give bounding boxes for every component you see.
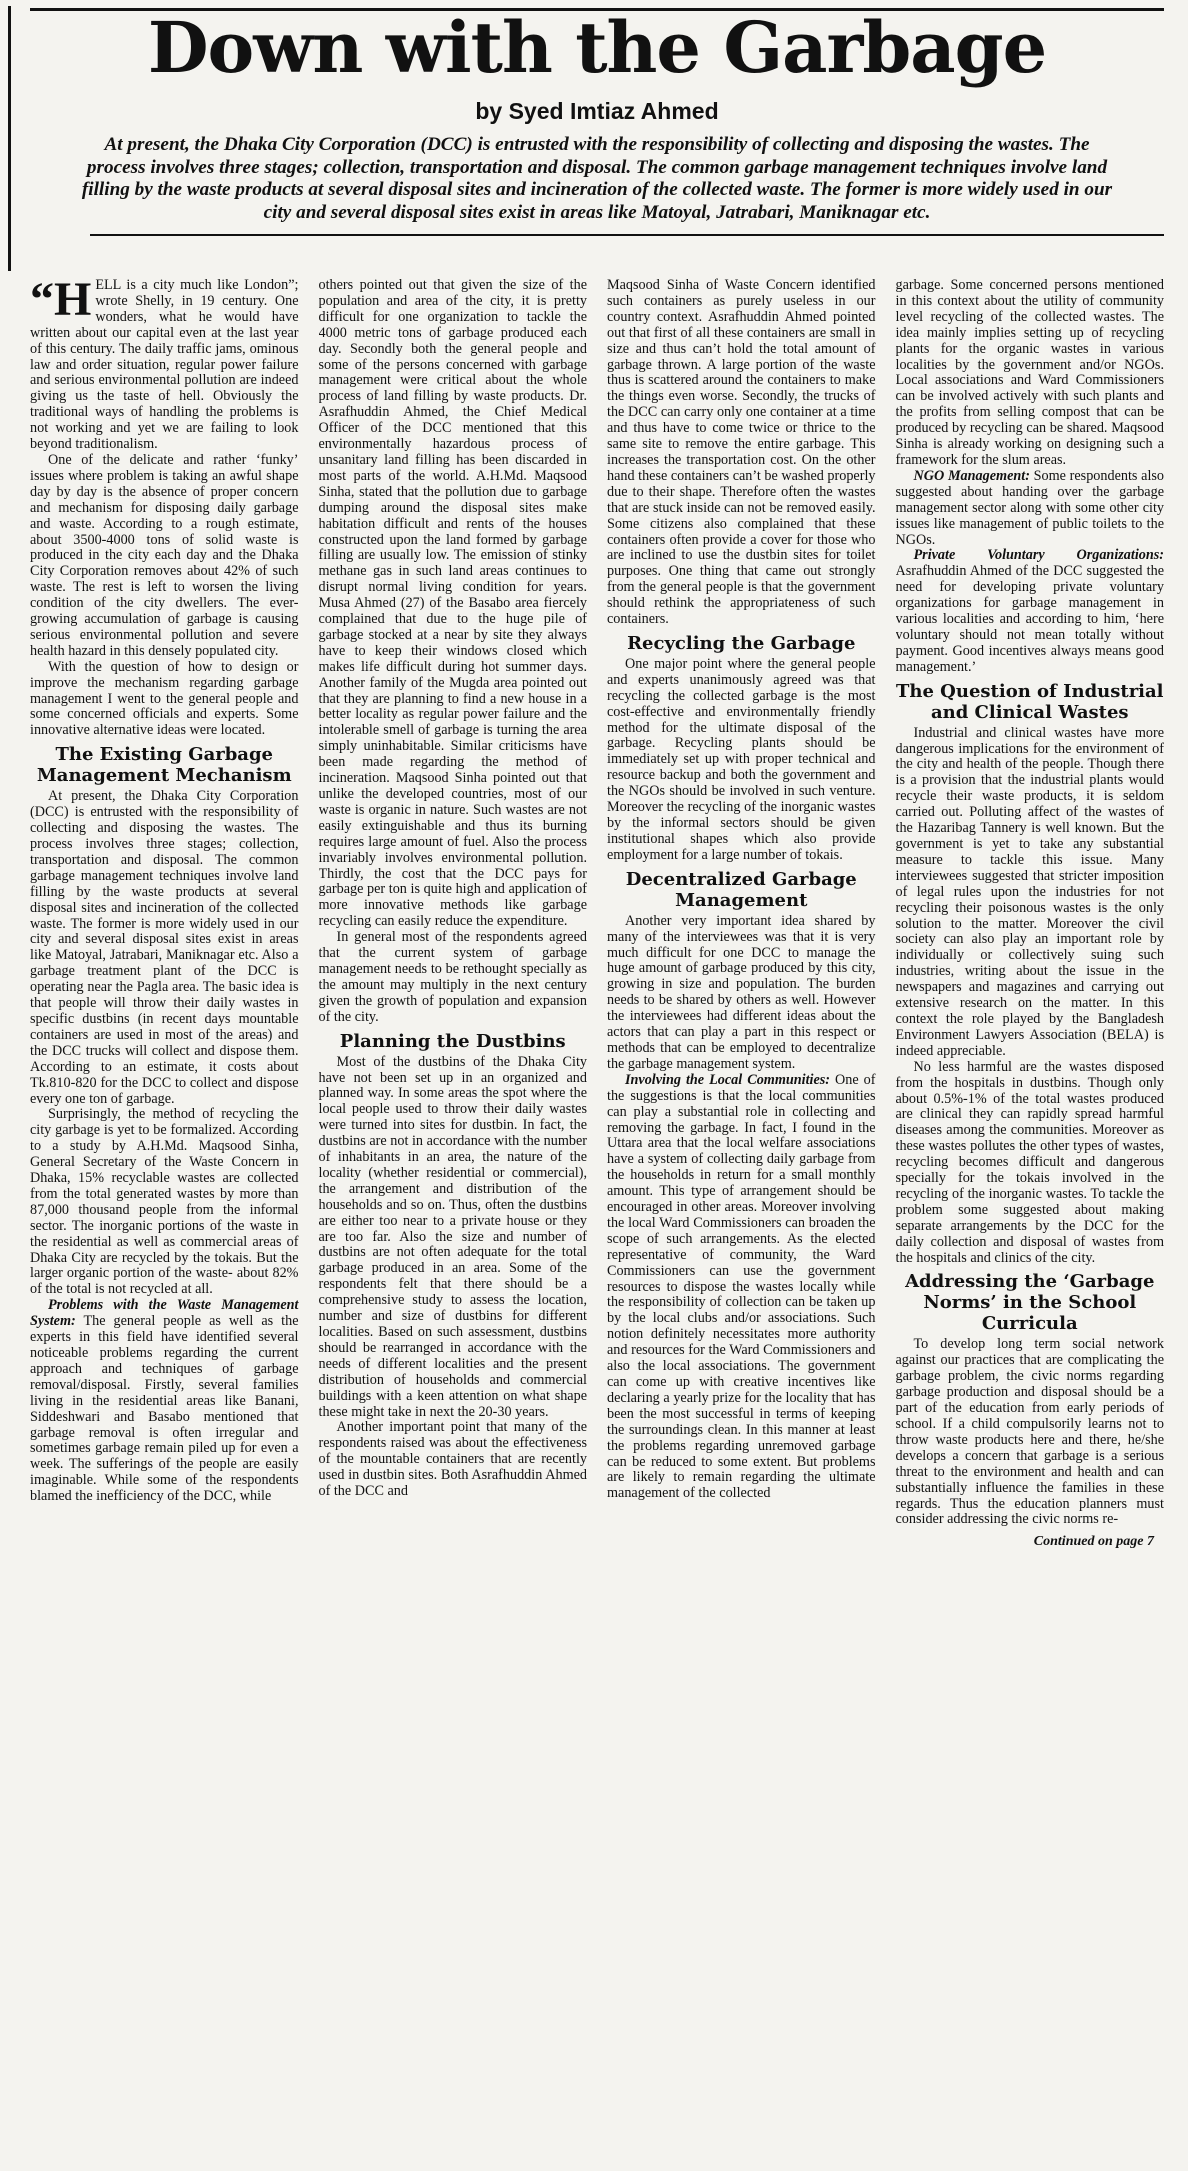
run-in-text: One of the suggestions is that the local communities can play a substantial role in collecting and removing the garbage. In fact, I found in the Uttara area that the local welfare associations have a system of collecting daily garbage from the households in return for a small monthly amount. This type of arrangement should be encouraged in other areas. Moreover involving the local Ward Commissioners can broaden the scope of such arrangements. As the elected representative of community, the Ward Commissioners can use the government resources to dispose the wastes locally while the responsibility of collection can be taken up by the local clubs and/or associations. Such notion definitely necessitates more authority and resources for the Ward Commissioners and also the local associations. The government can come up with creative incentives like declaring a yearly prize for the locality that has been the most successful in terms of keeping the surroundings clean. In this manner at least the problems regarding unremoved garbage can be reduced to some extent. But problems are likely to remain regarding the ultimate management of the collected xyxy=(607,1071,876,1502)
body-paragraph: Maqsood Sinha of Waste Concern identified such containers as purely useless in our country context. Asrafhuddin Ahmed pointed out that first of all these containers are small in size and thus can’t hold the total amount of garbage thrown. A large portion of the waste thus is scattered around the containers to make the things even worse. Secondly, the trucks of the DCC can carry only one container at a time and thus have to come twice or thrice to the same site to remove the entire garbage. This increases the transportation cost. On the other hand these containers can’t be washed properly due to their shape. Therefore often the wastes that are stuck inside can not be removed easily. Some citizens also complained that these containers often provide a cover for those who are inclined to use the dustbin sites for toilet purposes. One thing that came out strongly from the general people is that the government should rethink the appropriateness of such containers. xyxy=(607,278,876,628)
body-paragraph: With the question of how to design or improve the mechanism regarding garbage management I went to the general people and some concerned officials and experts. Some innovative alternative ideas were located. xyxy=(30,658,299,739)
body-paragraph: Industrial and clinical wastes have more dangerous implications for the environment of the city and health of the people. Though there is a provision that the industrial plants would recycle their waste products, it is seldom carried out. Polluting affect of the wastes of the Hazaribag Tannery is well known. But the government is yet to take any substantial measure to tackle this issue. Many interviewees suggested that stricter imposition of legal rules upon the industries for not recycling their poisonous wastes is the only solution to the matter. Moreover the civil society can also play an important role by individually or collectively suing such industries, writing about the issue in the newspapers and magazines and carrying out extensive research on the matter. In this context the role played by the Bangladesh Environment Lawyers Association (BELA) is indeed appreciable. xyxy=(895,724,1164,1059)
newspaper-page xyxy=(0,6,1188,2171)
body-paragraph: In general most of the respondents agreed that the current system of garbage management needs to be rethought specially as the amount may multiply in the next century given the growth of population and expansion of the city. xyxy=(318,929,587,1025)
left-margin-rule xyxy=(8,6,11,271)
body-paragraph: No less harmful are the wastes disposed from the hospitals in dustbins. Though only about 0.5%-1% of the total wastes produced are clinical they can rapidly spread harmful diseases among the communities. Moreover as these wastes pollutes the other types of wastes, recycling becomes difficult and dangerous specially for the tokais involved in the recycling of the inorganic wastes. To tackle the problem some suggested about making separate arrangements by the DCC for the daily collection and disposal of wastes from the hospitals and clinics of the city. xyxy=(895,1058,1164,1266)
body-paragraph xyxy=(896,469,1165,549)
run-in-text: Some respondents also suggested about handing over the garbage management sector along with some other city issues like management of public toilets to the NGOs. xyxy=(895,467,1164,548)
section-heading: Recycling the Garbage xyxy=(627,632,856,654)
article-columns xyxy=(30,278,1164,2163)
section-heading: Decentralized Garbage Management xyxy=(625,868,857,911)
run-in-text: The general people as well as the experts in this field have identified several noticeable problems regarding the current approach and techniques of garbage removal/disposal. Firstly, several families living in the residential areas like Banani, Siddeshwari and Basabo mentioned that garbage removal is often irregular and sometimes garbage remain piled up for even a week. The sufferings of the people are easily imaginable. While some of the respondents blamed the inefficiency of the DCC, while xyxy=(30,1313,299,1505)
standfirst: At present, the Dhaka City Corporation (DCC) is entrusted with the responsibility of collecting and disposing the wastes. The process involves three stages; collection, transportation and disposal. The common garbage management techniques involve land filling by the waste products at several disposal sites and incineration of the collected waste. The former is more widely used in our city and several disposal sites exist in areas like Matoyal, Jatrabari, Maniknagar etc. xyxy=(81,134,1113,223)
column-2 xyxy=(319,278,588,2163)
body-paragraph xyxy=(30,1298,299,1505)
top-rule xyxy=(30,8,1164,11)
section-heading: Planning the Dustbins xyxy=(339,1030,566,1052)
headline: Down with the Garbage xyxy=(147,6,1047,89)
section-heading: The Existing Garbage Management Mechanism xyxy=(36,744,292,787)
body-paragraph: One major point where the general people and experts unanimously agreed was that recycling the collected garbage is the most cost-effective and environmentally friendly method for the ultimate disposal of the garbage. Recycling plants should be immediately set up with proper technical and resource backup and both the government and the NGOs should be involved in such venture. Moreover the recycling of the inorganic wastes by the informal sectors should be given institutional shapes which also provide employment for a large number of tokais. xyxy=(607,655,876,863)
byline: by Syed Imtiaz Ahmed xyxy=(475,98,719,124)
body-paragraph: One of the delicate and rather ‘funky’ issues where problem is taking an awful shape day by day is the absence of proper concern and mechanism for disposing daily garbage and waste. According to a rough estimate, about 3500-4000 tons of solid waste is produced in the city each day and the Dhaka City Corporation removes about 42% of such waste. The rest is left to worsen the living condition of the city dwellers. The ever-growing accumulation of garbage is causing serious environmental pollution and severe health hazard in this densely populated city. xyxy=(30,451,299,659)
body-paragraph: garbage. Some concerned persons mentioned in this context about the utility of community level recycling of the collected wastes. The idea mainly implies setting up of recycling plants for the organic wastes in various localities by the government and/or NGOs. Local associations and Ward Commissioners can be involved actively with such plants and the profits from selling compost that can be produced by recycling can be shared. Maqsood Sinha is already working on designing such a framework for the slum areas. xyxy=(895,278,1164,468)
run-in-heading: Problems with the Waste Management System: xyxy=(30,1297,299,1330)
continued-line: Continued on page 7 xyxy=(1033,1534,1154,1550)
opening-paragraph xyxy=(30,278,299,453)
opening-text: ELL is a city much like London”; wrote Shelly, in 19 century. One wonders, what he would have written about our capital even at the last year of this century. The daily traffic jams, ominous law and order situation, regular power failure and serious environmental pollution are indeed giving us the taste of hell. Obviously the traditional ways of handling the problems is not working and yet we are failing to look beyond traditionalism. xyxy=(30,278,299,453)
body-paragraph xyxy=(896,548,1165,675)
run-in-heading: NGO Management: xyxy=(913,467,1030,484)
body-paragraph: At present, the Dhaka City Corporation (DCC) is entrusted with the responsibility of collecting and disposing the wastes. The process involves three stages; collection, transportation and disposal. The common garbage management techniques involve land filling by the waste products at several disposal sites and incineration of the collected waste. The former is more widely used in our city and several disposal sites exist in areas like Matoyal, Jatrabari, Maniknagar etc. Also a garbage treatment plant of the DCC is operating near the Pagla area. The basic idea is that people will throw their daily wastes in specific dustbins (in recent days mountable containers are used in most of the areas) and the DCC trucks will collect and dispose them. According to an estimate, it costs about Tk.810-820 for the DCC to collect and dispose every one ton of garbage. xyxy=(30,788,299,1107)
standfirst-rule xyxy=(90,234,1164,236)
body-paragraph xyxy=(607,1073,876,1502)
body-paragraph: Most of the dustbins of the Dhaka City have not been set up in an organized and planned way. In some areas the spot where the local people used to throw their daily wastes were turned into sites for dustbin. In fact, the dustbins are not in accordance with the number of inhabitants in an area, the nature of the locality (whether residential or commercial), the arrangement and distribution of the households and so on. Thus, often the dustbins are either too near to a private house or they are too far. Also the size and number of dustbins are not often adequate for the total garbage produced in an area. Some of the respondents felt that there should be a comprehensive study to assess the location, number and size of dustbins for different localities. Based on such assessment, dustbins should be rearranged in accordance with the needs of different localities and the present distribution of households and commercial buildings with a keen attention on what shape these might take in next the 20-30 years. xyxy=(318,1053,587,1420)
body-paragraph: Surprisingly, the method of recycling the city garbage is yet to be formalized. According to a study by A.H.Md. Maqsood Sinha, General Secretary of the Waste Concern in Dhaka, 15% recyclable wastes are collected from the total generated wastes by more than 87,000 thousand people from the informal sector. The inorganic portions of the waste in the residential as well as commercial areas of Dhaka City are recycled by the tokais. But the larger organic portion of the waste- about 82% of the total is not recycled at all. xyxy=(30,1106,299,1298)
section-heading: Addressing the ‘Garbage Norms’ in the School Curricula xyxy=(905,1271,1155,1335)
column-1 xyxy=(30,278,299,2163)
run-in-text: Asrafhuddin Ahmed of the DCC suggested the need for developing private voluntary organizations for garbage management in various localities and according to him, ‘here voluntary should not mean totally without payment. Good incentives always means good management.’ xyxy=(895,563,1164,675)
run-in-heading: Private Voluntary Organizations: xyxy=(913,547,1164,564)
section-heading: The Question of Industrial and Clinical Wastes xyxy=(895,680,1164,723)
body-paragraph: Another important point that many of the respondents raised was about the effectiveness of the mountable containers that are recently used in dustbin sites. Both Asrafhuddin Ahmed of the DCC and xyxy=(318,1419,587,1500)
body-paragraph: To develop long term social network against our practices that are complicating the garbage problem, the civic norms regarding garbage production and disposal should be a part of the education from early periods of school. If a child compulsorily learns not to throw waste products here and there, he/she develops a concern that garbage is a serious threat to the environment and health and can substantially influence the families in these regards. Thus the education planners must consider addressing the civic norms re- xyxy=(895,1336,1164,1528)
column-4 xyxy=(896,278,1165,2163)
body-paragraph: Another very important idea shared by many of the interviewees was that it is very much difficult for one DCC to manage the huge amount of garbage produced by this city, growing in size and population. The burden needs to be shared by others as well. However the interviewees had different ideas about the actors that can play a part in this respect or methods that can be employed to decentralize the garbage management system. xyxy=(607,912,876,1072)
body-paragraph: others pointed out that given the size of the population and area of the city, it is pretty difficult for one organization to tackle the 4000 metric tons of garbage produced each day. Secondly both the general people and some of the persons concerned with garbage management were critical about the whole process of land filling by waste products. Dr. Asrafhuddin Ahmed, the Chief Medical Officer of the DCC mentioned that this environmentally hazardous process of unsanitary land filling has been discarded in most parts of the world. A.H.Md. Maqsood Sinha, stated that the pollution due to garbage dumping around the disposal sites make habitation difficult and rents of the houses constructed upon the land formed by garbage filling are usually low. The emission of stinky methane gas in such land areas continues to disrupt normal living condition for years. Musa Ahmed (27) of the Basabo area fiercely complained that due to the huge pile of garbage stocked at a near by site they always have to keep their windows closed which makes life difficult during hot summer days. Another family of the Mugda area pointed out that they are planning to find a new house in a better locality as regular power failure and the intolerable smell of garbage is turning the area simply uninhabitable. Similar criticisms have been made regarding the method of incineration. Maqsood Sinha pointed out that unlike the developed countries, most of our waste is organic in nature. Such wastes are not easily extinguishable and thus its burning requires large amount of fuel. Also the process invariably involves environmental pollution. Thirdly, the cost that the DCC pays for garbage per ton is quite high and application of more innovative methods like garbage recycling can easily reduce the expenditure. xyxy=(318,278,587,930)
column-3 xyxy=(607,278,876,2163)
run-in-heading: Involving the Local Communities: xyxy=(625,1071,831,1088)
drop-cap: “H xyxy=(30,278,92,326)
